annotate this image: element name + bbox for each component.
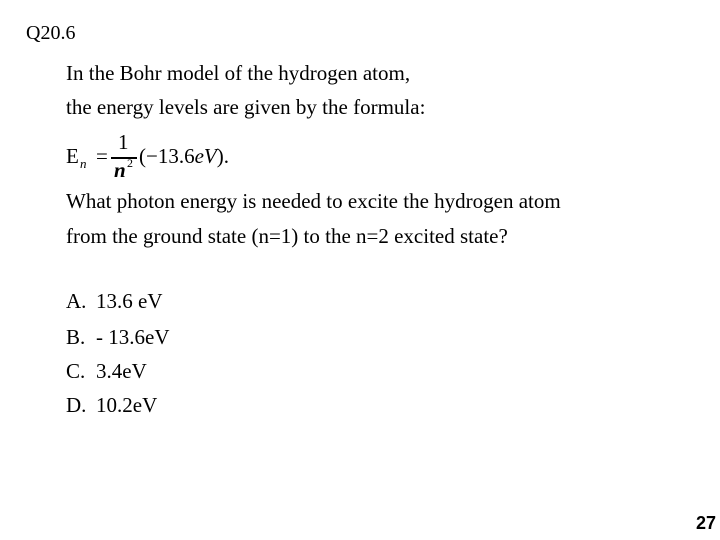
- option-b: [66, 324, 169, 350]
- option-d: [66, 392, 157, 418]
- intro-line-2: the energy levels are given by the formula:: [66, 95, 426, 119]
- question-line-1: What photon energy is needed to excite the hydrogen atom: [66, 189, 561, 213]
- option-a: [66, 288, 163, 314]
- intro-line-1: In the Bohr model of the hydrogen atom,: [66, 61, 411, 85]
- page-number: 27: [695, 513, 716, 533]
- formula-subscript: n: [80, 156, 87, 171]
- formula-rhs-suffix: ).: [216, 144, 229, 168]
- option-letter: B.: [66, 325, 86, 349]
- formula-equals: =: [96, 144, 108, 168]
- formula-rhs: [139, 144, 229, 169]
- option-letter: D.: [66, 393, 87, 417]
- formula-lhs: E: [66, 144, 79, 168]
- question-id: Q20.6: [26, 22, 76, 44]
- option-text: 13.6 eV: [96, 289, 163, 313]
- option-letter: C.: [66, 359, 86, 383]
- option-text: 3.4eV: [96, 359, 147, 383]
- formula-rhs-prefix: (−13.6: [139, 144, 195, 168]
- formula-denominator: n: [114, 158, 126, 182]
- formula-exponent: 2: [127, 156, 133, 170]
- formula-numerator: 1: [118, 130, 129, 154]
- option-text: - 13.6eV: [96, 325, 170, 349]
- option-text: 10.2eV: [96, 393, 158, 417]
- option-letter: A.: [66, 289, 87, 313]
- formula-rhs-unit: eV: [194, 144, 217, 168]
- option-c: [66, 358, 147, 384]
- question-line-2: from the ground state (n=1) to the n=2 excited state?: [66, 224, 508, 248]
- energy-formula: [66, 130, 286, 182]
